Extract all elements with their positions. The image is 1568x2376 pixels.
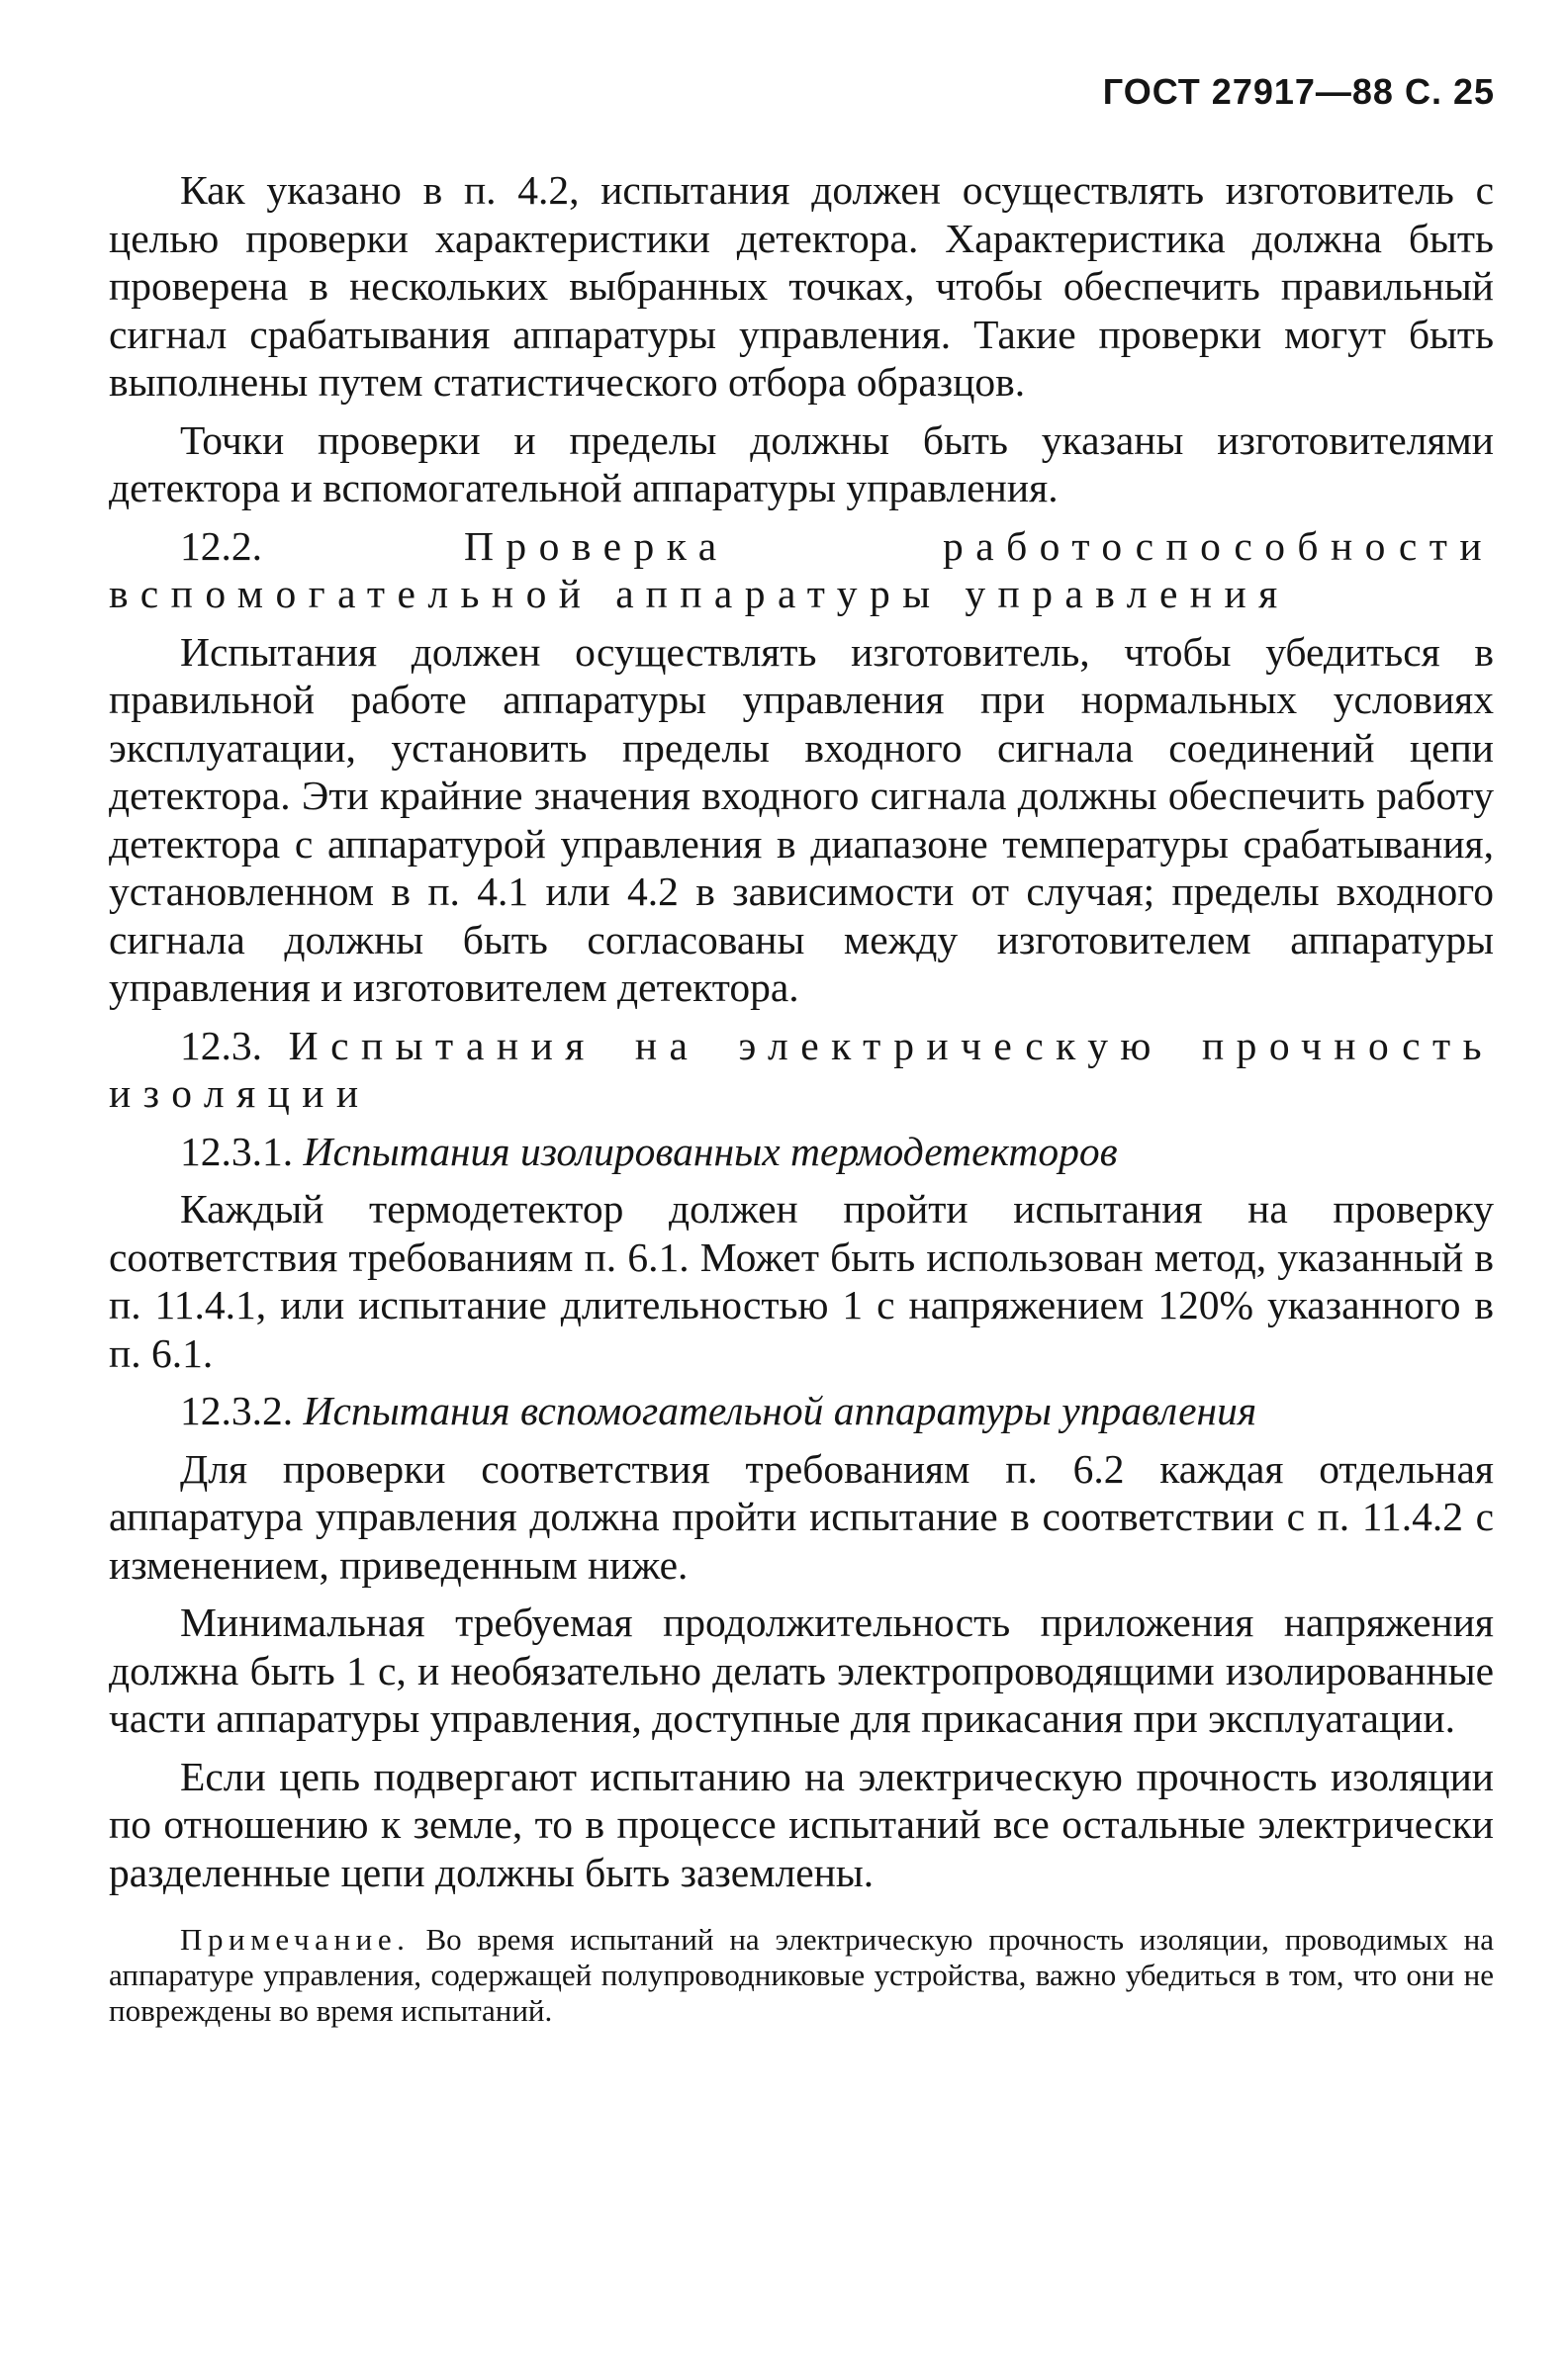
page-body	[109, 166, 1494, 2029]
section-12-3-1-number: 12.3.1.	[180, 1128, 294, 1174]
section-12-3-2-number: 12.3.2.	[180, 1388, 294, 1433]
paragraph-check-points: Точки проверки и пределы должны быть указаны изготовителями детектора и вспомогательной аппаратуры управления.	[109, 416, 1494, 510]
section-12-2-heading	[109, 522, 1494, 618]
paragraph-control-test: Испытания должен осуществлять изготовитель, чтобы убедиться в правильной работе аппаратуры управления при нормальных условиях эксплуатации, установить пределы входного сигнала соединений цепи детектора. Эти крайние значения входного сигнала должны обеспечить работу детектора с аппаратурой управления в диапазоне температуры срабатывания, установленном в п. 4.1 или 4.2 в зависимости от случая; пределы входного сигнала должны быть согласованы между изготовителем аппаратуры управления и изготовителем детектора.	[109, 628, 1494, 1010]
page-header: ГОСТ 27917—88 С. 25	[1102, 71, 1495, 112]
section-12-3-1-title: Испытания изолированных термодетекторов	[303, 1128, 1118, 1174]
paragraph-grounding: Если цепь подвергают испытанию на электрическую прочность изоляции по отношению к земле, то в процессе испытаний все остальные электрически разделенные цепи должны быть заземлены.	[109, 1753, 1494, 1895]
paragraph-intro: Как указано в п. 4.2, испытания должен осуществлять изготовитель с целью проверки характеристики детектора. Характеристика должна быть проверена в нескольких выбранных точках, чтобы обеспечить правильный сигнал срабатывания аппаратуры управления. Такие проверки могут быть выполнены путем статистического отбора образцов.	[109, 167, 1494, 405]
section-12-3-heading	[109, 1022, 1494, 1118]
note-text: Во время испытаний на электрическую прочность изоляции, проводимых на аппаратуре управления, содержащей полупроводниковые устройства, важно убедиться в том, что они не повреждены во время испытаний.	[109, 1922, 1495, 2028]
section-12-3-2-heading	[109, 1387, 1494, 1435]
note	[109, 1922, 1494, 2029]
section-12-2-number: 12.2.	[180, 522, 262, 569]
paragraph-compliance: Для проверки соответствия требованиям п. 6.2 каждая отдельная аппаратура управления должна пройти испытание в соответствии с п. 11.4.2 с изменением, приведенным ниже.	[109, 1445, 1494, 1588]
section-12-3-2-title: Испытания вспомогательной аппаратуры управления	[303, 1388, 1257, 1433]
section-12-3-title: Испытания на электрическую прочность изоляции	[109, 1022, 1495, 1116]
paragraph-detector-test: Каждый термодетектор должен пройти испытания на проверку соответствия требованиям п. 6.1. Может быть использован метод, указанный в п. 11.4.1, или испытание длительностью 1 с напряжением 120% указанного в п. 6.1.	[109, 1186, 1494, 1376]
section-12-3-number: 12.3.	[180, 1022, 262, 1068]
section-12-3-1-heading	[109, 1128, 1494, 1176]
section-12-2-title: Проверка работоспособности вспомогательной аппаратуры управления	[109, 522, 1494, 616]
paragraph-duration: Минимальная требуемая продолжительность приложения напряжения должна быть 1 с, и необязательно делать электропроводящими изолированные части аппаратуры управления, доступные для прикасания при эксплуатации.	[109, 1599, 1494, 1741]
note-label: Примечание.	[180, 1922, 411, 1957]
